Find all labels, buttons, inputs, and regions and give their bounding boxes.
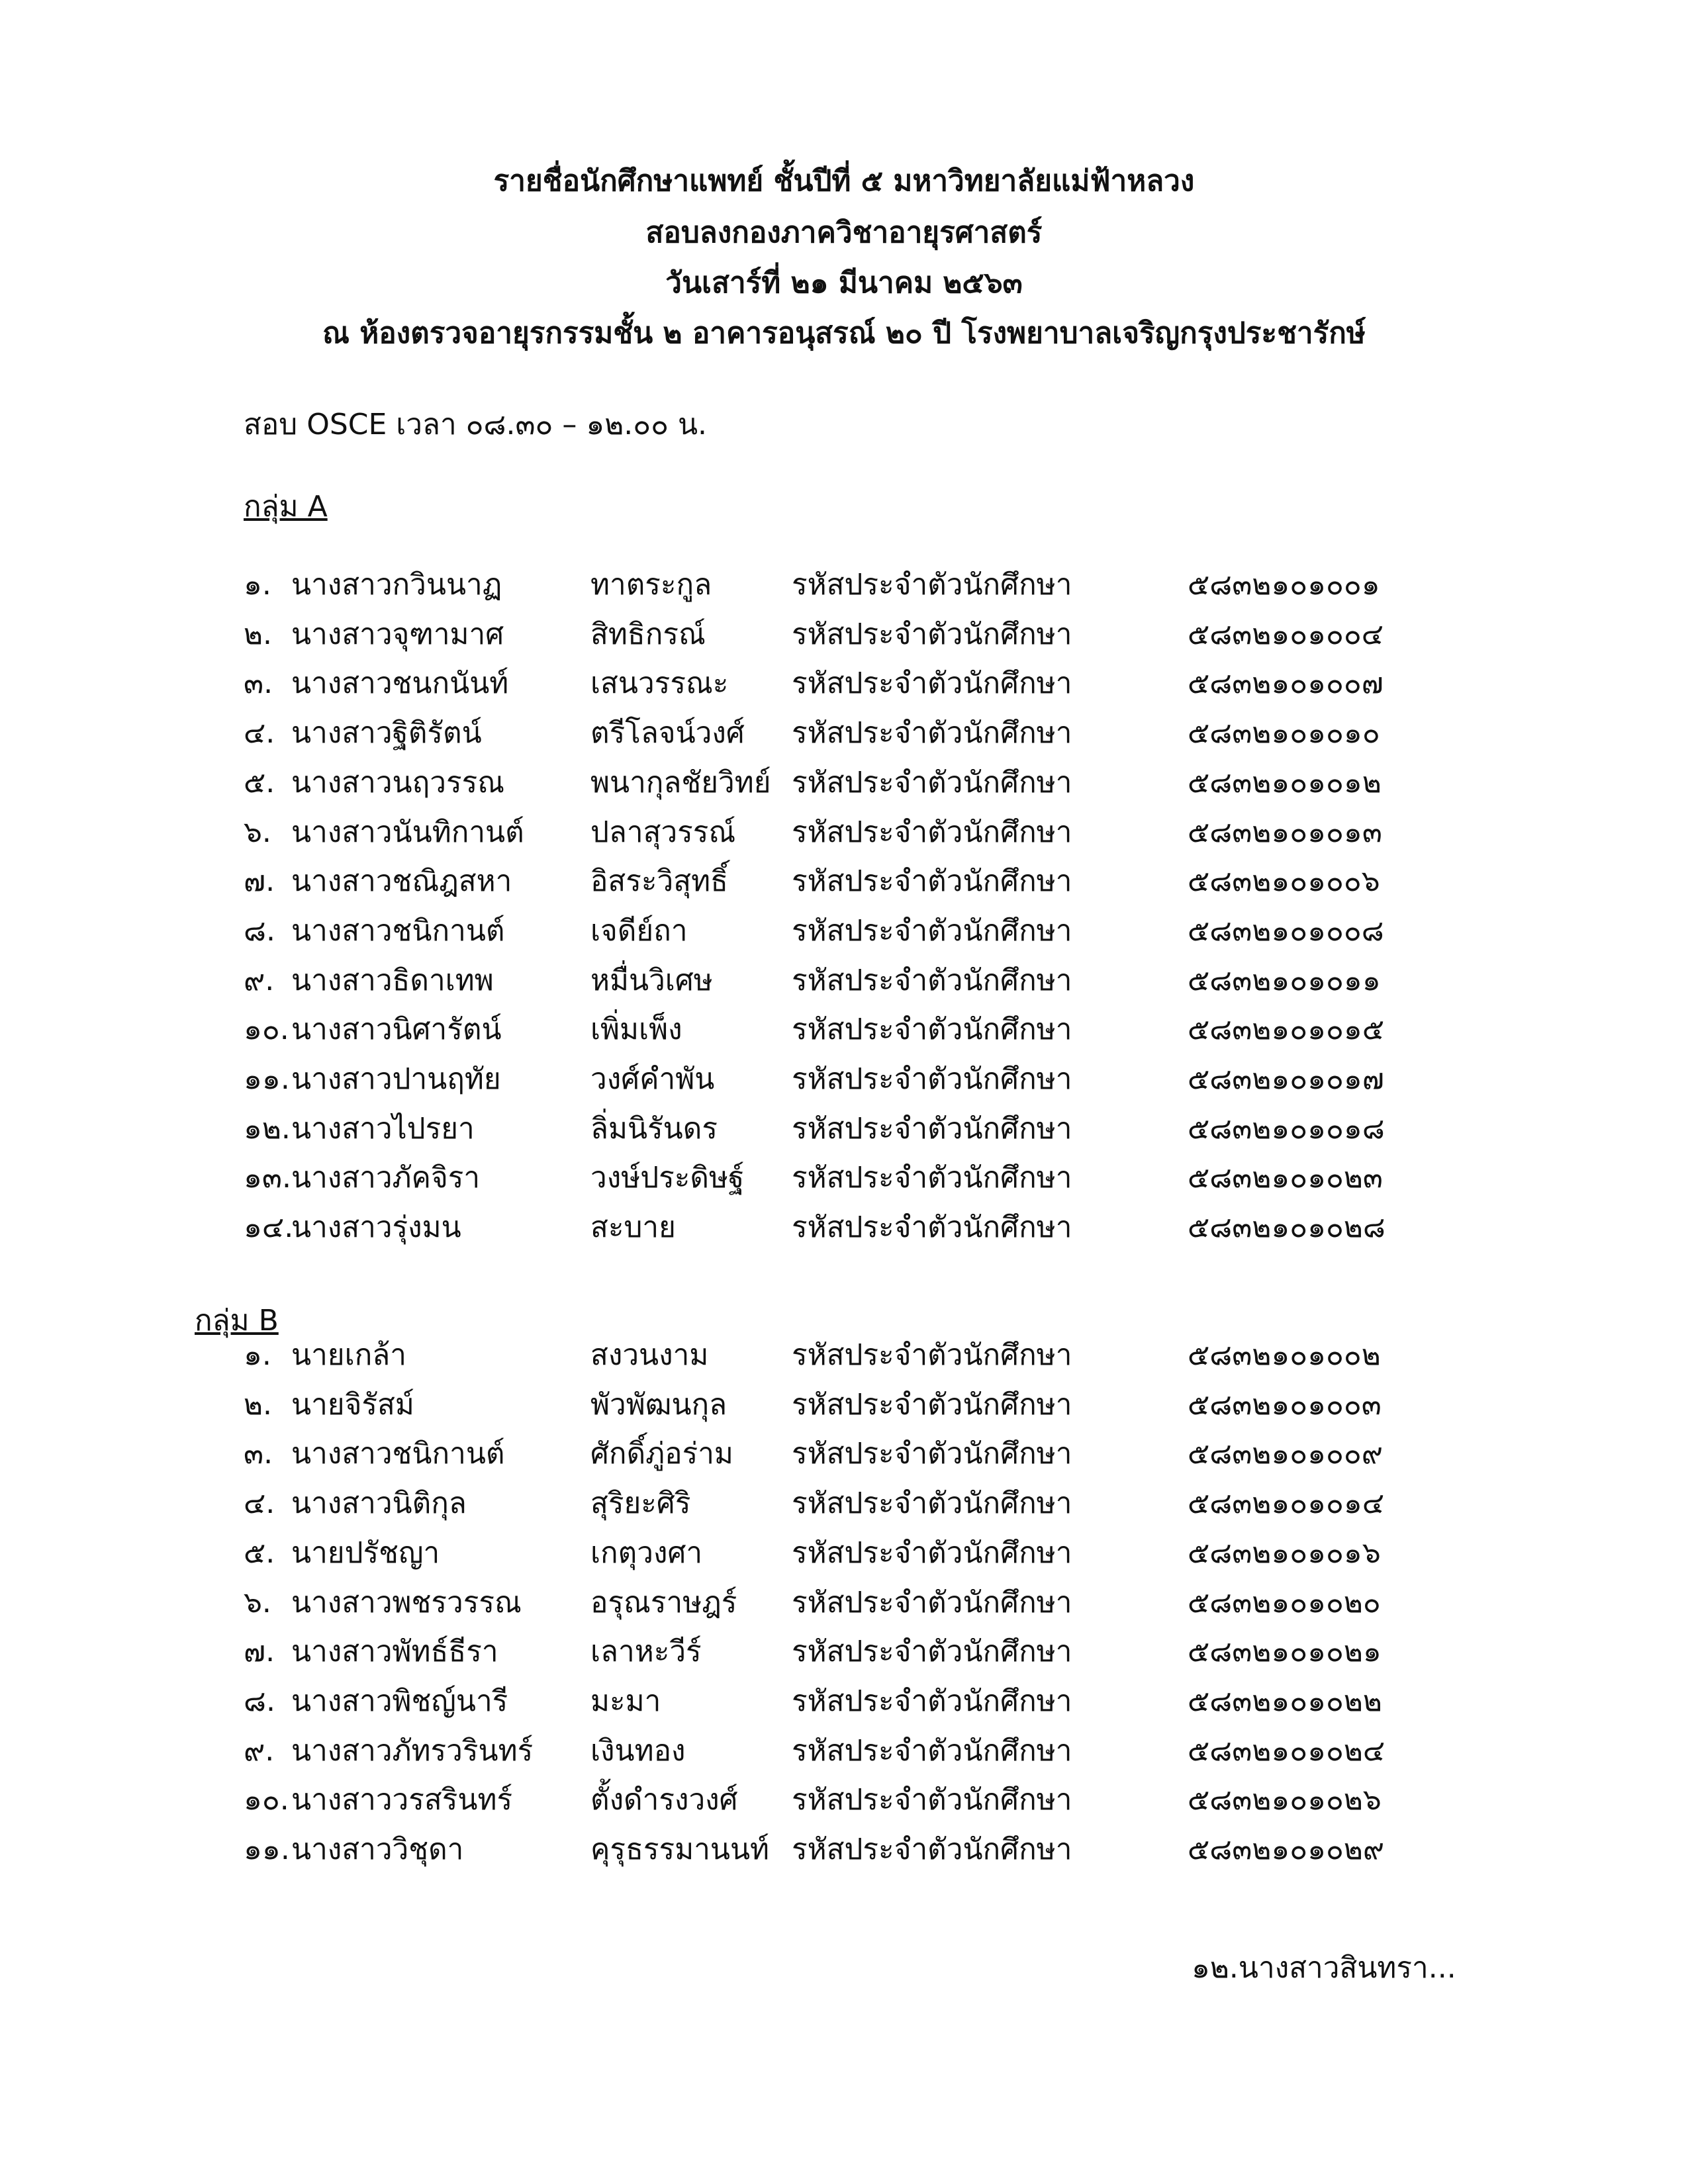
student-number: ๕. [244,766,275,799]
student-id: ๕๘๓๒๑๐๑๐๒๔ [1188,1734,1385,1768]
student-id-label: รหัสประจำตัวนักศึกษา [792,864,1072,898]
student-first-name: นางสาวกวินนาฏ [291,568,502,602]
student-last-name: สะบาย [590,1210,676,1244]
student-last-name: มะมา [590,1684,661,1718]
student-last-name: สงวนงาม [590,1338,709,1372]
student-id: ๕๘๓๒๑๐๑๐๐๑ [1188,568,1380,602]
student-id-label: รหัสประจำตัวนักศึกษา [792,1161,1072,1195]
student-first-name: นายเกล้า [291,1338,406,1372]
student-number: ๕. [244,1536,275,1570]
student-first-name: นางสาวพัทธ์ธีรา [291,1635,498,1668]
student-number: ๖. [244,815,271,849]
student-last-name: พัวพัฒนกุล [590,1388,727,1422]
student-first-name: นางสาวชนิกานต์ [291,914,505,948]
student-number: ๙. [244,1734,275,1768]
student-first-name: นางสาวพิชญ์นารี [291,1684,508,1718]
student-first-name: นางสาวภัคจิรา [291,1161,481,1195]
student-number: ๒. [244,617,272,651]
student-id-label: รหัสประจำตัวนักศึกษา [792,914,1072,948]
student-last-name: สิทธิกรณ์ [590,617,706,651]
student-id-label: รหัสประจำตัวนักศึกษา [792,1684,1072,1718]
student-id: ๕๘๓๒๑๐๑๐๑๐ [1188,716,1380,750]
student-first-name: นางสาวชนิกานต์ [291,1437,505,1471]
student-id: ๕๘๓๒๑๐๑๐๐๘ [1188,914,1384,948]
student-number: ๑๒. [244,1112,291,1146]
continuation-note: ๑๒.นางสาวสินทรา... [1192,1951,1456,1985]
student-number: ๑. [244,1338,271,1372]
student-last-name: เพิ่มเพ็ง [590,1013,682,1046]
student-number: ๓. [244,666,273,700]
student-last-name: พนากุลชัยวิทย์ [590,766,771,799]
student-last-name: สุริยะศิริ [590,1486,691,1520]
student-number: ๘. [244,914,275,948]
exam-location: ณ ห้องตรวจอายุรกรรมชั้น ๒ อาคารอนุสรณ์ ๒๐ ปี โรงพยาบาลเจริญกรุงประชารักษ์ [322,316,1366,350]
student-number: ๗. [244,1635,275,1668]
student-number: ๔. [244,1486,275,1520]
student-id-label: รหัสประจำตัวนักศึกษา [792,1536,1072,1570]
student-number: ๑๔. [244,1210,294,1244]
student-id-label: รหัสประจำตัวนักศึกษา [792,1112,1072,1146]
student-first-name: นางสาวฐิติรัตน์ [291,716,482,750]
student-last-name: ศักดิ์ภู่อร่าม [590,1437,733,1471]
exam-date: วันเสาร์ที่ ๒๑ มีนาคม ๒๕๖๓ [665,266,1023,300]
student-id: ๕๘๓๒๑๐๑๐๒๓ [1188,1161,1383,1195]
student-last-name: เกตุวงศา [590,1536,703,1570]
student-first-name: นางสาววรสรินทร์ [291,1783,513,1817]
student-last-name: ปลาสุวรรณ์ [590,815,736,849]
student-id: ๕๘๓๒๑๐๑๐๒๙ [1188,1833,1385,1866]
document-title: รายชื่อนักศึกษาแพทย์ ชั้นปีที่ ๕ มหาวิทยาลัยแม่ฟ้าหลวง [493,164,1195,198]
student-first-name: นายปรัชญา [291,1536,440,1570]
student-number: ๒. [244,1388,272,1422]
student-number: ๙. [244,964,275,997]
student-last-name: เงินทอง [590,1734,686,1768]
student-number: ๘. [244,1684,275,1718]
student-id: ๕๘๓๒๑๐๑๐๑๘ [1188,1112,1385,1146]
student-first-name: นางสาววิชุดา [291,1833,464,1866]
student-id-label: รหัสประจำตัวนักศึกษา [792,1210,1072,1244]
student-id: ๕๘๓๒๑๐๑๐๐๔ [1188,617,1384,651]
student-id: ๕๘๓๒๑๐๑๐๐๓ [1188,1388,1382,1422]
student-id-label: รหัสประจำตัวนักศึกษา [792,815,1072,849]
student-id-label: รหัสประจำตัวนักศึกษา [792,1388,1072,1422]
student-first-name: นางสาวนิศารัตน์ [291,1013,502,1046]
student-number: ๗. [244,864,275,898]
student-last-name: คุรุธรรมานนท์ [590,1833,770,1866]
student-id-label: รหัสประจำตัวนักศึกษา [792,1062,1072,1096]
student-id-label: รหัสประจำตัวนักศึกษา [792,568,1072,602]
student-id-label: รหัสประจำตัวนักศึกษา [792,1635,1072,1668]
student-last-name: เลาหะวีร์ [590,1635,702,1668]
student-first-name: นายจิรัสม์ [291,1388,414,1422]
student-id-label: รหัสประจำตัวนักศึกษา [792,964,1072,997]
student-last-name: อรุณราษฎร์ [590,1586,737,1619]
student-number: ๑๑. [244,1833,290,1866]
student-id-label: รหัสประจำตัวนักศึกษา [792,1833,1072,1866]
student-first-name: นางสาวชนกนันท์ [291,666,509,700]
student-id-label: รหัสประจำตัวนักศึกษา [792,1783,1072,1817]
student-id-label: รหัสประจำตัวนักศึกษา [792,1486,1072,1520]
student-id: ๕๘๓๒๑๐๑๐๒๒ [1188,1684,1382,1718]
student-id-label: รหัสประจำตัวนักศึกษา [792,1586,1072,1619]
student-first-name: นางสาวพชรวรรณ [291,1586,522,1619]
student-first-name: นางสาวไปรยา [291,1112,475,1146]
student-last-name: เสนวรรณะ [590,666,729,700]
student-last-name: ทาตระกูล [590,568,712,602]
group-b-label: กลุ่ม B [195,1304,279,1338]
student-id: ๕๘๓๒๑๐๑๐๑๖ [1188,1536,1381,1570]
group-a-label: กลุ่ม A [244,490,328,523]
student-id-label: รหัสประจำตัวนักศึกษา [792,766,1072,799]
student-number: ๖. [244,1586,271,1619]
student-number: ๑๓. [244,1161,291,1195]
student-id-label: รหัสประจำตัวนักศึกษา [792,666,1072,700]
student-first-name: นางสาวนิติกุล [291,1486,467,1520]
student-number: ๑๑. [244,1062,290,1096]
student-first-name: นางสาวภัทรวรินทร์ [291,1734,534,1768]
document-subtitle: สอบลงกองภาควิชาอายุรศาสตร์ [645,216,1043,250]
student-id: ๕๘๓๒๑๐๑๐๒๘ [1188,1210,1385,1244]
student-id: ๕๘๓๒๑๐๑๐๐๙ [1188,1437,1383,1471]
student-id: ๕๘๓๒๑๐๑๐๐๗ [1188,666,1383,700]
student-last-name: หมื่นวิเศษ [590,964,713,997]
student-first-name: นางสาวปานฤทัย [291,1062,501,1096]
student-first-name: นางสาวธิดาเทพ [291,964,494,997]
student-last-name: ตั้งดำรงวงศ์ [590,1783,738,1817]
student-id-label: รหัสประจำตัวนักศึกษา [792,1013,1072,1046]
student-number: ๑. [244,568,271,602]
student-id: ๕๘๓๒๑๐๑๐๒๖ [1188,1783,1382,1817]
student-id: ๕๘๓๒๑๐๑๐๐๖ [1188,864,1380,898]
student-id: ๕๘๓๒๑๐๑๐๒๑ [1188,1635,1382,1668]
student-id-label: รหัสประจำตัวนักศึกษา [792,1437,1072,1471]
student-id-label: รหัสประจำตัวนักศึกษา [792,1734,1072,1768]
student-id: ๕๘๓๒๑๐๑๐๑๒ [1188,766,1382,799]
student-id: ๕๘๓๒๑๐๑๐๑๗ [1188,1062,1384,1096]
student-first-name: นางสาวชณิฎสหา [291,864,512,898]
student-last-name: เจดีย์ถา [590,914,688,948]
student-id: ๕๘๓๒๑๐๑๐๐๒ [1188,1338,1381,1372]
student-first-name: นางสาวนันทิกานต์ [291,815,524,849]
student-id-label: รหัสประจำตัวนักศึกษา [792,1338,1072,1372]
student-first-name: นางสาวรุ่งมน [291,1210,461,1244]
student-id-label: รหัสประจำตัวนักศึกษา [792,617,1072,651]
student-last-name: อิสระวิสุทธิ์ [590,864,728,898]
student-number: ๑๐. [244,1013,289,1046]
student-id: ๕๘๓๒๑๐๑๐๑๑ [1188,964,1381,997]
student-number: ๑๐. [244,1783,289,1817]
student-last-name: ลิ่มนิรันดร [590,1112,718,1146]
student-id: ๕๘๓๒๑๐๑๐๑๔ [1188,1486,1385,1520]
student-last-name: ตรีโลจน์วงศ์ [590,716,745,750]
student-number: ๓. [244,1437,273,1471]
student-id: ๕๘๓๒๑๐๑๐๒๐ [1188,1586,1381,1619]
student-id: ๕๘๓๒๑๐๑๐๑๕ [1188,1013,1385,1046]
student-first-name: นางสาวนฤวรรณ [291,766,505,799]
exam-time: สอบ OSCE เวลา ๐๘.๓๐ – ๑๒.๐๐ น. [244,408,708,441]
student-id: ๕๘๓๒๑๐๑๐๑๓ [1188,815,1382,849]
student-last-name: วงษ์ประดิษฐ์ [590,1161,745,1195]
student-last-name: วงศ์คำพัน [590,1062,715,1096]
student-first-name: นางสาวจุฑามาศ [291,617,504,651]
student-id-label: รหัสประจำตัวนักศึกษา [792,716,1072,750]
student-number: ๔. [244,716,275,750]
